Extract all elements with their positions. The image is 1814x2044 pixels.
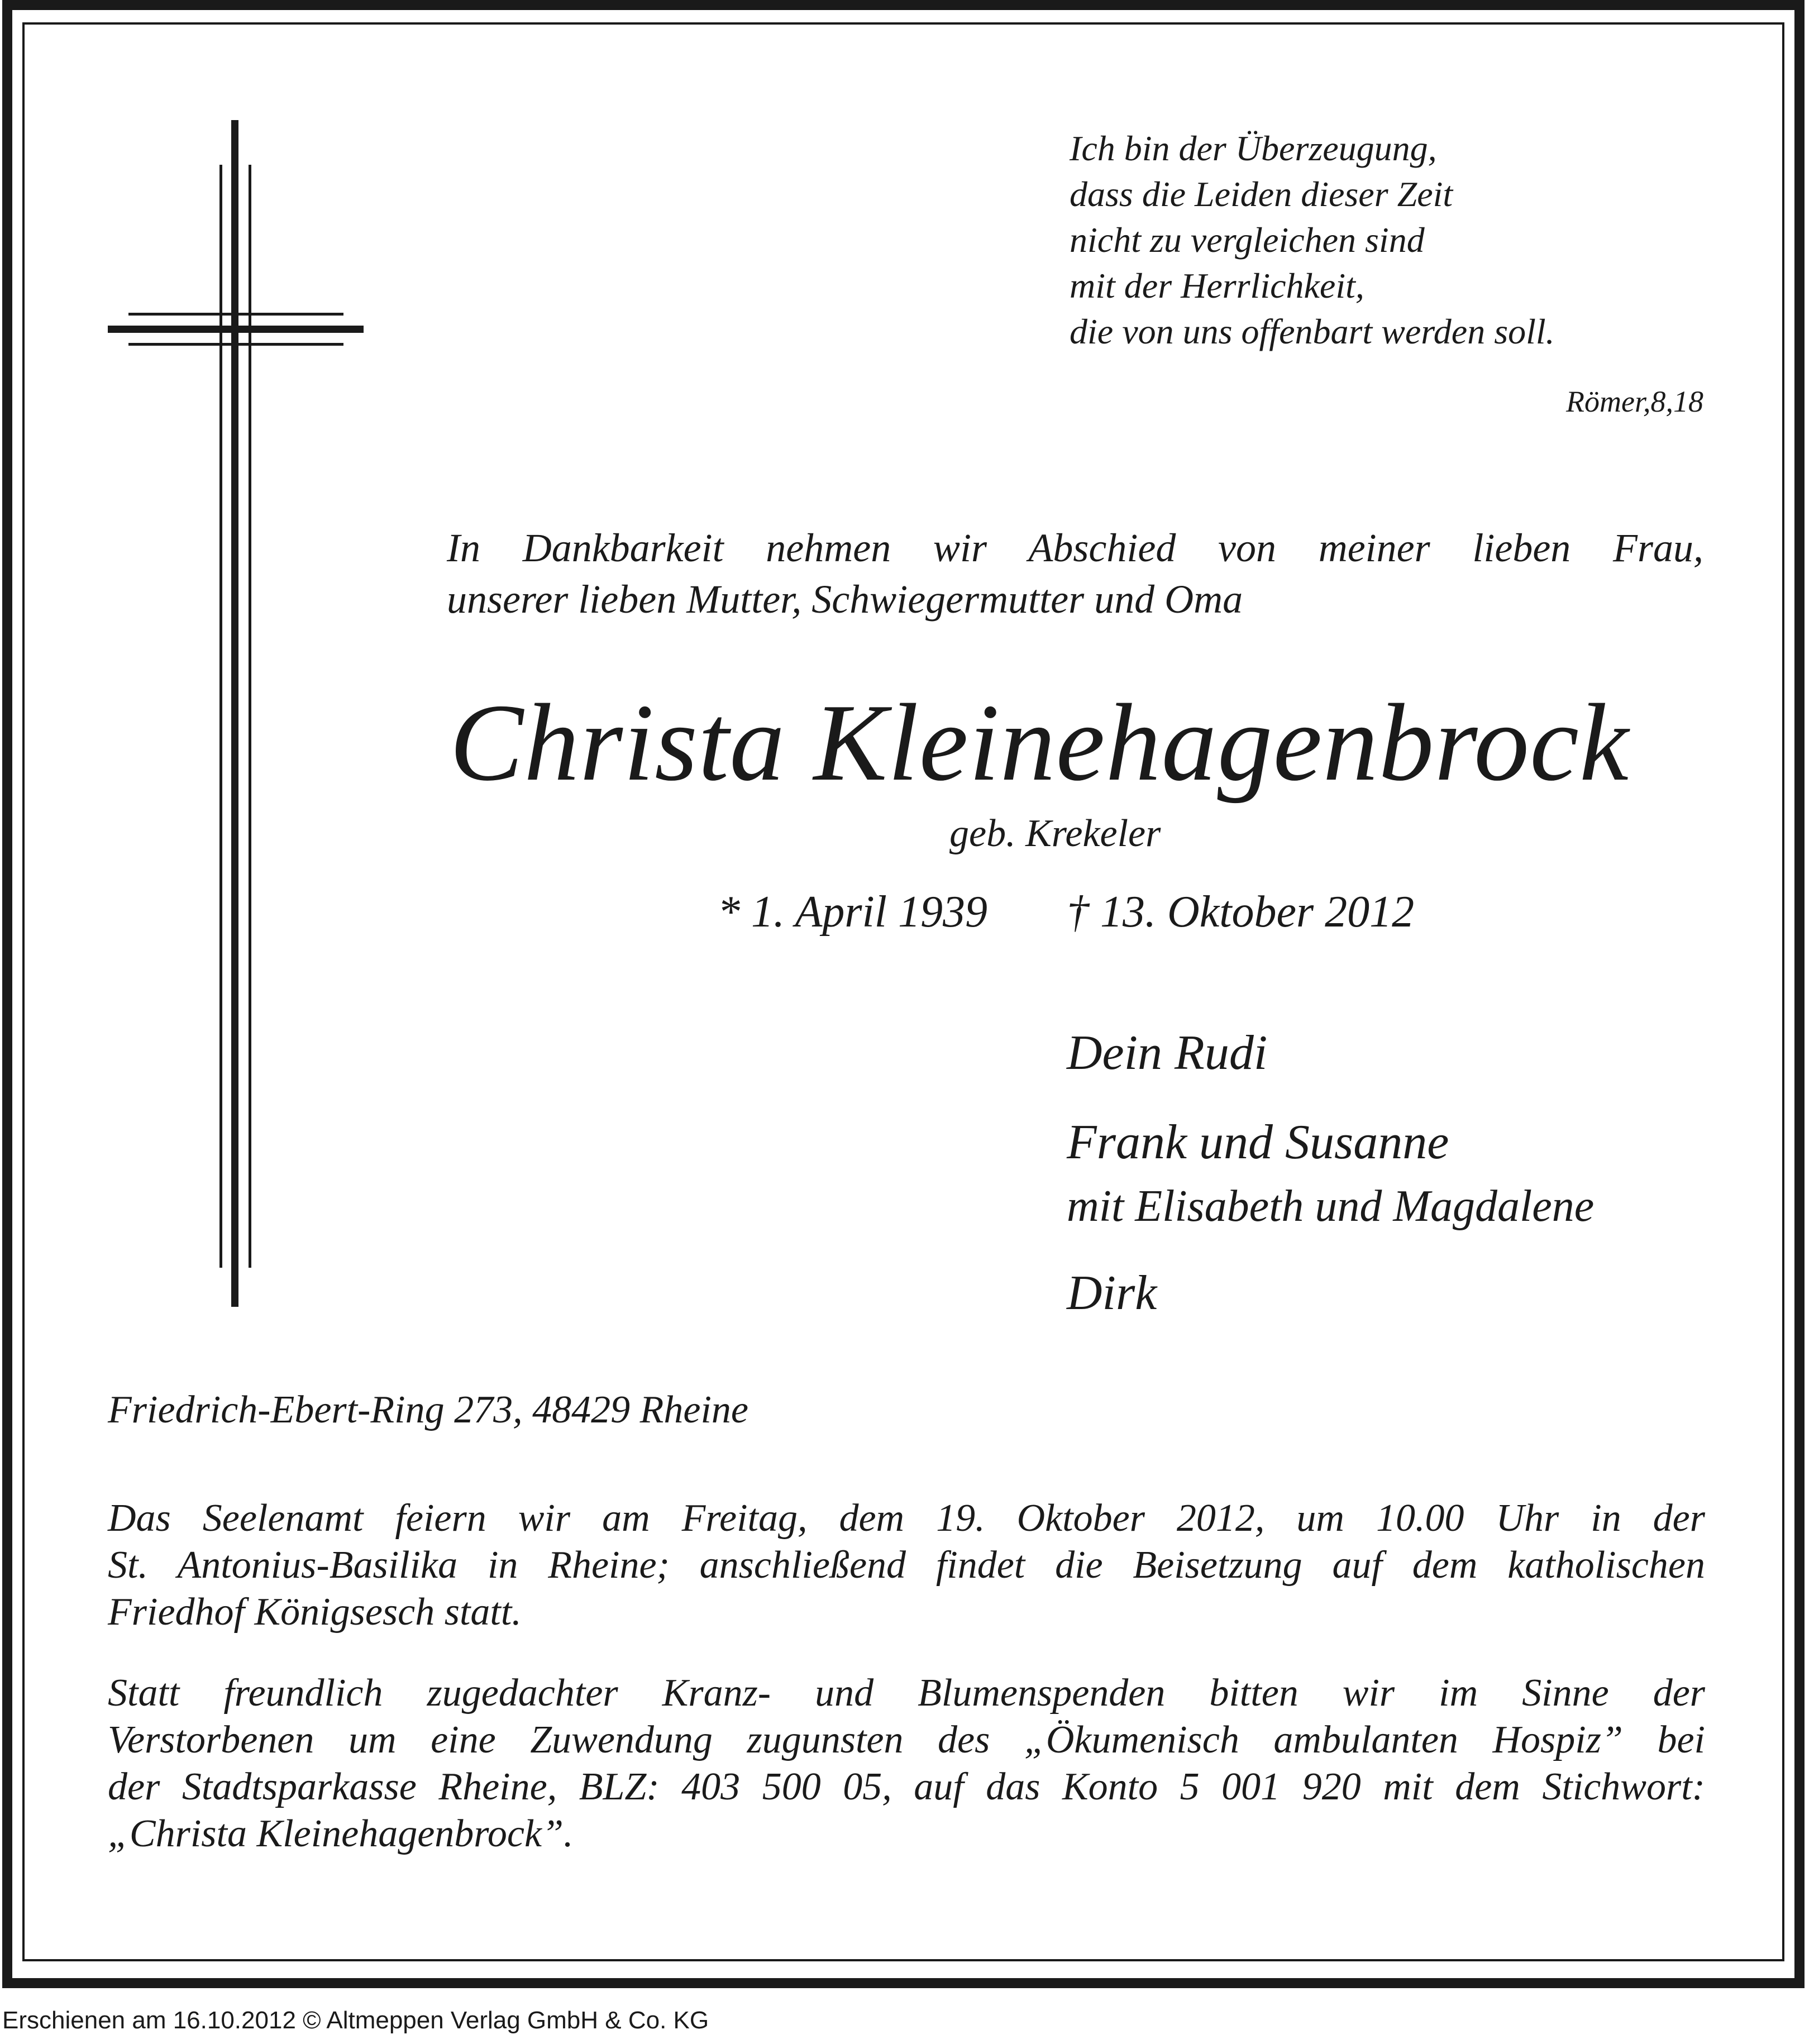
- donation-info: [108, 1670, 1705, 1857]
- death-date: † 13. Oktober 2012: [1067, 887, 1415, 937]
- family-member: Dirk: [1067, 1266, 1157, 1320]
- service-line: Friedhof Königsesch statt.: [108, 1591, 522, 1634]
- maiden-name: geb. Krekeler: [949, 812, 1161, 855]
- intro-text: [447, 522, 1703, 625]
- quote-line: die von uns offenbart werden soll.: [1070, 312, 1555, 351]
- donation-line: Statt freundlich zugedachter Kranz- und Blumenspenden bitten wir im Sinne der: [108, 1672, 1705, 1715]
- address: Friedrich-Ebert-Ring 273, 48429 Rheine: [108, 1388, 748, 1431]
- family-member: mit Elisabeth und Magdalene: [1067, 1182, 1595, 1231]
- birth-date: * 1. April 1939: [718, 887, 988, 937]
- donation-line: Verstorbenen um eine Zuwendung zugunsten des „Ökumenisch ambulanten Hospiz” bei: [108, 1718, 1705, 1761]
- service-line: St. Antonius-Basilika in Rheine; anschließend findet die Beisetzung auf dem katholischen: [108, 1544, 1705, 1587]
- family-member: Dein Rudi: [1067, 1026, 1268, 1080]
- donation-line: der Stadtsparkasse Rheine, BLZ: 403 500 05, auf das Konto 5 001 920 mit dem Stichwort:: [108, 1765, 1705, 1808]
- quote-line: nicht zu vergleichen sind: [1070, 220, 1425, 260]
- bible-quote: [1070, 126, 1555, 355]
- intro-line: unserer lieben Mutter, Schwiegermutter und Oma: [447, 577, 1243, 622]
- quote-line: Ich bin der Überzeugung,: [1070, 128, 1437, 168]
- quote-line: dass die Leiden dieser Zeit: [1070, 174, 1453, 214]
- intro-line: In Dankbarkeit nehmen wir Abschied von meiner lieben Frau,: [447, 526, 1703, 570]
- quote-reference: Römer,8,18: [1566, 385, 1703, 418]
- quote-line: mit der Herrlichkeit,: [1070, 266, 1364, 305]
- donation-line: „Christa Kleinehagenbrock”.: [108, 1812, 574, 1855]
- family-member: Frank und Susanne: [1067, 1115, 1449, 1169]
- publication-footer: Erschienen am 16.10.2012 © Altmeppen Verlag GmbH & Co. KG: [2, 2007, 709, 2034]
- deceased-name: Christa Kleinehagenbrock: [450, 681, 1629, 804]
- service-info: [108, 1495, 1705, 1636]
- service-line: Das Seelenamt feiern wir am Freitag, dem 19. Oktober 2012, um 10.00 Uhr in der: [108, 1497, 1705, 1540]
